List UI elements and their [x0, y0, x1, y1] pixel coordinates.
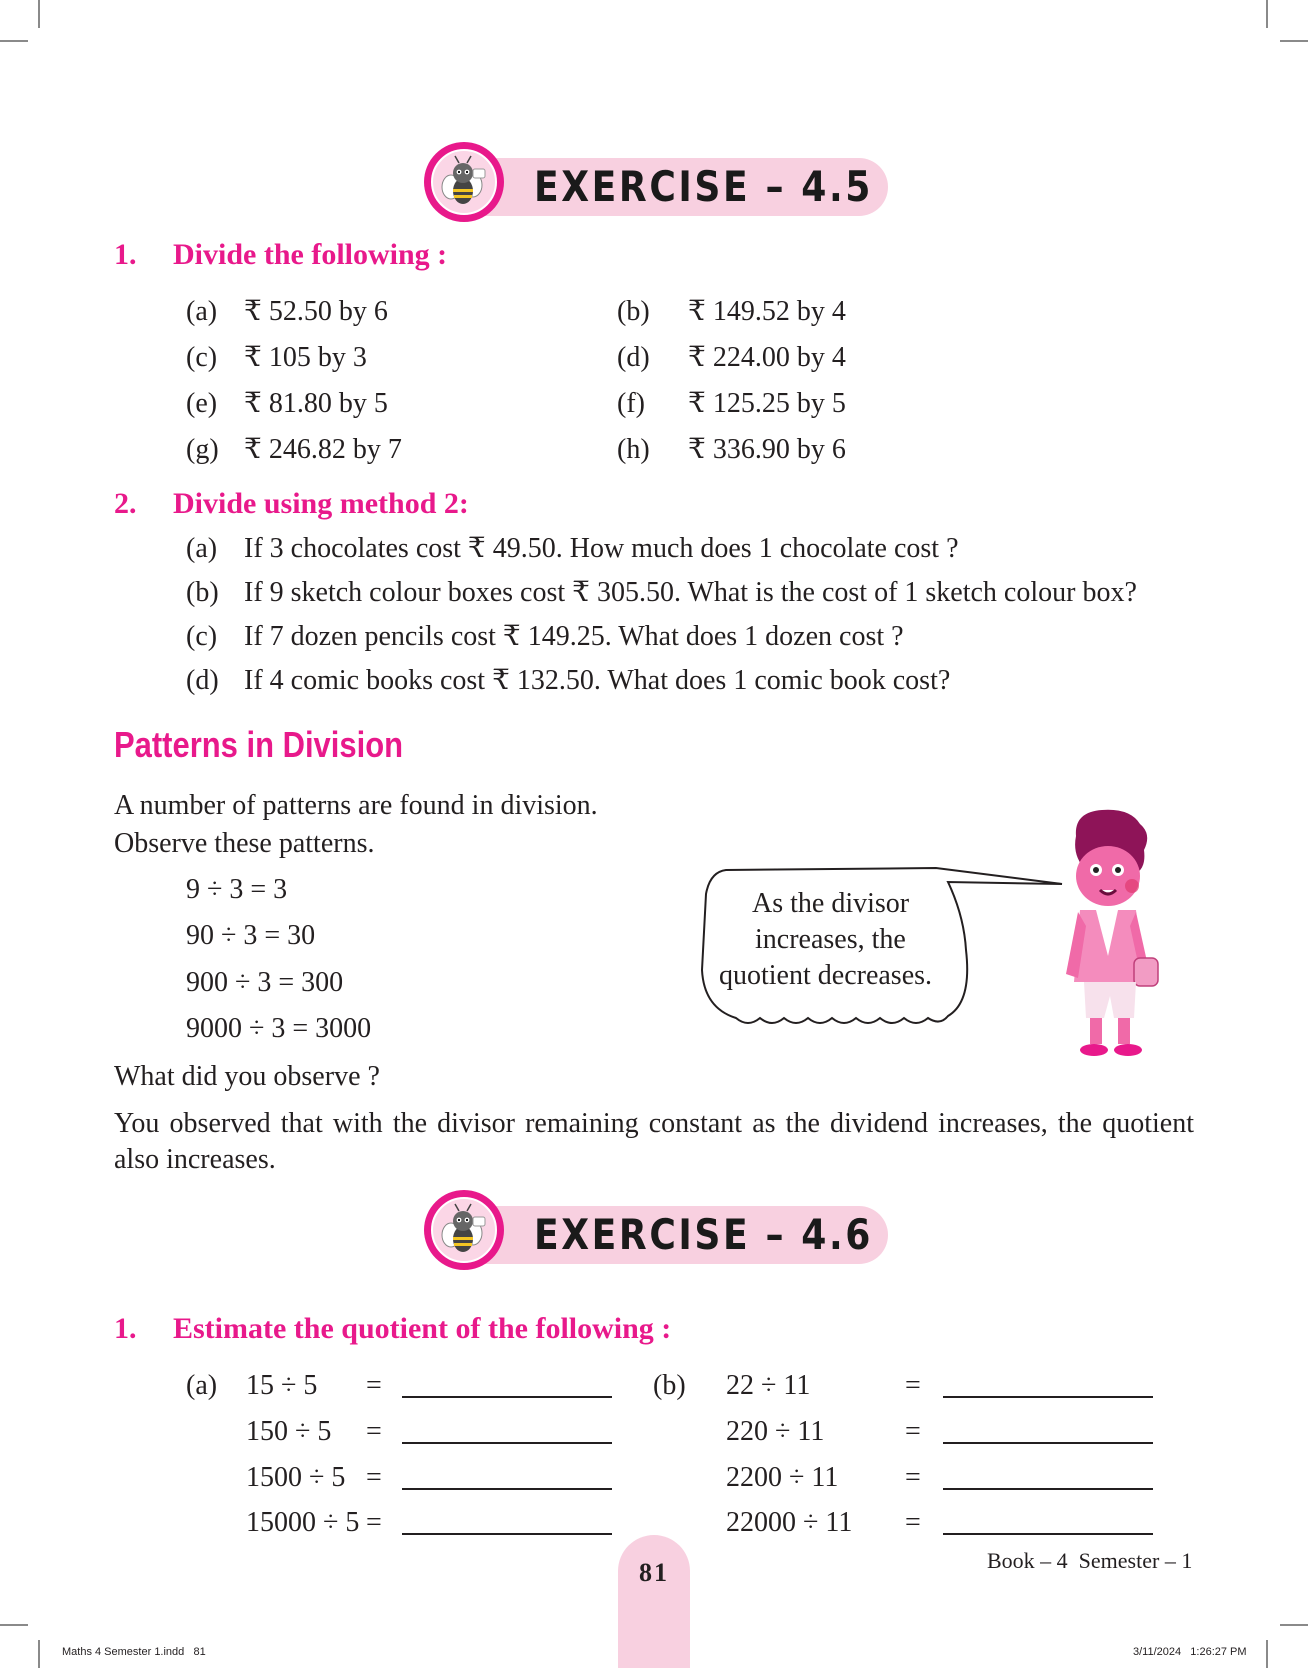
division-expression: 15000 ÷ 5 [246, 1507, 360, 1538]
question-number: 2. [114, 487, 137, 520]
bee-badge [424, 142, 504, 222]
item-text: ₹ 149.52 by 4 [688, 296, 846, 327]
pattern-equation: 90 ÷ 3 = 30 [186, 920, 316, 951]
answer-blank[interactable] [402, 1442, 612, 1444]
crop-mark [38, 1640, 40, 1668]
division-expression: 22 ÷ 11 [726, 1370, 811, 1401]
division-expression: 15 ÷ 5 [246, 1370, 318, 1401]
exercise-banner [424, 156, 894, 218]
item-label: (e) [186, 388, 218, 419]
crop-mark [1280, 1624, 1308, 1626]
answer-blank[interactable] [943, 1488, 1153, 1490]
item-text: If 7 dozen pencils cost ₹ 149.25. What does 1 dozen cost ? [244, 621, 904, 652]
answer-blank[interactable] [402, 1488, 612, 1490]
item-label: (d) [617, 342, 650, 373]
bee-badge [424, 1190, 504, 1270]
item-text: ₹ 105 by 3 [244, 342, 367, 373]
exercise-title: EXERCISE – 4.5 [534, 162, 873, 211]
crop-mark [38, 0, 40, 28]
item-text: ₹ 81.80 by 5 [244, 388, 388, 419]
equals-sign: = [366, 1370, 382, 1401]
crop-mark [1280, 40, 1308, 42]
item-text: If 4 comic books cost ₹ 132.50. What does 1 comic book cost? [244, 665, 951, 696]
item-label: (a) [186, 296, 218, 327]
crop-mark [0, 40, 28, 42]
bubble-line: quotient decreases. [719, 960, 933, 991]
equals-sign: = [905, 1370, 921, 1401]
file-info: Maths 4 Semester 1.indd 81 [62, 1646, 206, 1658]
page-number: 81 [639, 1558, 669, 1587]
equals-sign: = [905, 1416, 921, 1447]
conclusion-text: You observed that with the divisor remaining constant as the dividend increases, the quotient also increases. [114, 1108, 1194, 1175]
item-text: ₹ 52.50 by 6 [244, 296, 388, 327]
item-label: (d) [186, 665, 219, 696]
item-text: ₹ 246.82 by 7 [244, 434, 402, 465]
question-heading: Estimate the quotient of the following : [173, 1312, 672, 1345]
question-heading: Divide using method 2: [173, 487, 469, 520]
print-timestamp: 3/11/2024 1:26:27 PM [1133, 1646, 1247, 1658]
item-text: ₹ 336.90 by 6 [688, 434, 846, 465]
book-info: Book – 4 Semester – 1 [987, 1548, 1193, 1573]
answer-blank[interactable] [402, 1533, 612, 1535]
pattern-equation: 9000 ÷ 3 = 3000 [186, 1013, 372, 1044]
equals-sign: = [905, 1507, 921, 1538]
answer-blank[interactable] [943, 1442, 1153, 1444]
crop-mark [1266, 0, 1268, 28]
equals-sign: = [366, 1462, 382, 1493]
item-label: (b) [653, 1370, 686, 1401]
question-number: 1. [114, 1312, 137, 1345]
equals-sign: = [366, 1507, 382, 1538]
item-label: (b) [186, 577, 219, 608]
item-label: (b) [617, 296, 650, 327]
item-text: If 9 sketch colour boxes cost ₹ 305.50. What is the cost of 1 sketch colour box? [244, 577, 1137, 608]
item-label: (a) [186, 533, 218, 564]
division-expression: 22000 ÷ 11 [726, 1507, 853, 1538]
bubble-line: increases, the [755, 924, 906, 955]
item-text: If 3 chocolates cost ₹ 49.50. How much does 1 chocolate cost ? [244, 533, 959, 564]
bee-icon [433, 1199, 495, 1261]
section-title: Patterns in Division [114, 724, 404, 765]
item-label: (g) [186, 434, 219, 465]
intro-text: Observe these patterns. [114, 828, 375, 859]
item-label: (h) [617, 434, 650, 465]
equals-sign: = [366, 1416, 382, 1447]
item-label: (a) [186, 1370, 218, 1401]
page-number-tab [618, 1535, 690, 1668]
division-expression: 2200 ÷ 11 [726, 1462, 839, 1493]
question-number: 1. [114, 238, 137, 271]
item-label: (c) [186, 342, 218, 373]
question-text: What did you observe ? [114, 1061, 380, 1092]
answer-blank[interactable] [402, 1396, 612, 1398]
item-text: ₹ 224.00 by 4 [688, 342, 846, 373]
item-label: (f) [617, 388, 645, 419]
equals-sign: = [905, 1462, 921, 1493]
division-expression: 150 ÷ 5 [246, 1416, 332, 1447]
answer-blank[interactable] [943, 1533, 1153, 1535]
division-expression: 220 ÷ 11 [726, 1416, 825, 1447]
pattern-equation: 900 ÷ 3 = 300 [186, 967, 344, 998]
exercise-title: EXERCISE – 4.6 [534, 1210, 873, 1259]
pattern-equation: 9 ÷ 3 = 3 [186, 874, 288, 905]
boy-illustration [1056, 806, 1166, 1062]
division-expression: 1500 ÷ 5 [246, 1462, 346, 1493]
bubble-line: As the divisor [752, 888, 910, 919]
item-label: (c) [186, 621, 218, 652]
intro-text: A number of patterns are found in division. [114, 790, 598, 821]
bee-icon [433, 151, 495, 213]
answer-blank[interactable] [943, 1396, 1153, 1398]
crop-mark [1266, 1640, 1268, 1668]
exercise-banner [424, 1204, 894, 1266]
question-heading: Divide the following : [173, 238, 448, 271]
crop-mark [0, 1624, 28, 1626]
item-text: ₹ 125.25 by 5 [688, 388, 846, 419]
